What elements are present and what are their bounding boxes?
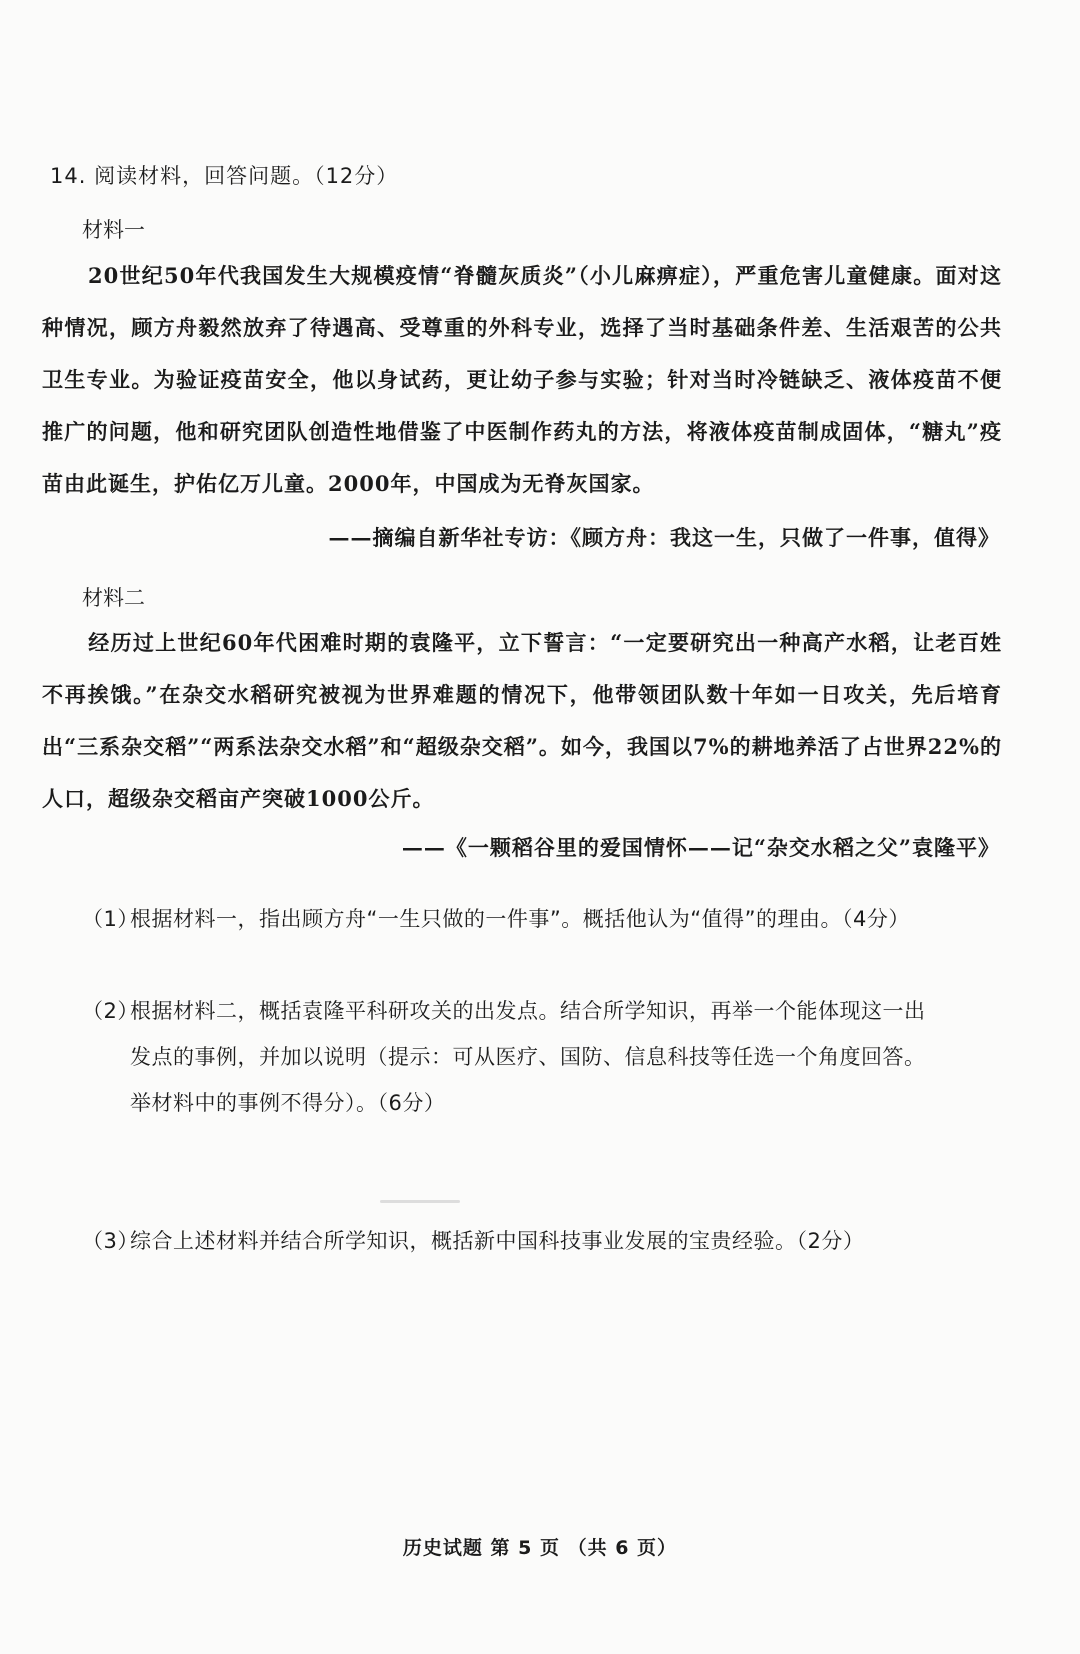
material-two-source: ——《一颗稻谷里的爱国情怀——记“杂交水稻之父”袁隆平》 <box>401 835 1000 860</box>
material-one-source: ——摘编自新华社专访：《顾方舟：我这一生，只做了一件事，值得》 <box>328 525 1000 550</box>
question-3-text: 综合上述材料并结合所学知识，概括新中国科技事业发展的宝贵经验。（2分） <box>130 1229 865 1253</box>
question-2-number: （2） <box>82 999 139 1023</box>
question-3-number: （3） <box>82 1229 139 1253</box>
question-1-number: （1） <box>82 907 139 931</box>
material-two-body: 经历过上世纪60年代困难时期的袁隆平，立下誓言：“一定要研究出一种高产水稻，让老百姓不再挨饿。”在杂交水稻研究被视为世界难题的情况下，他带领团队数十年如一日攻关，先后培育出“三系杂交稻”“两系法杂交水稻”和“超级杂交稻”。如今，我国以7%的耕地养活了占世界22%的人口，超级杂交稻亩产突破1000公斤。 <box>42 630 1002 811</box>
material-one-label: 材料一 <box>82 218 145 242</box>
question-2 <box>82 988 982 1126</box>
material-two-label: 材料二 <box>82 586 145 610</box>
page-footer: 历史试题 第 5 页 （共 6 页） <box>402 1537 678 1559</box>
material-two-text <box>42 617 1002 825</box>
question-3 <box>82 1218 982 1264</box>
scan-smudge <box>380 1200 460 1203</box>
question-2-line-3: 举材料中的事例不得分）。（6分） <box>130 1091 446 1115</box>
material-one-text <box>42 250 1002 510</box>
question-1-text: 根据材料一，指出顾方舟“一生只做的一件事”。概括他认为“值得”的理由。（4分） <box>130 907 910 931</box>
question-2-line-2: 发点的事例，并加以说明（提示：可从医疗、国防、信息科技等任选一个角度回答。 <box>130 1045 926 1069</box>
material-one-body: 20世纪50年代我国发生大规模疫情“脊髓灰质炎”（小儿麻痹症），严重危害儿童健康。面对这种情况，顾方舟毅然放弃了待遇高、受尊重的外科专业，选择了当时基础条件差、生活艰苦的公共卫生专业。为验证疫苗安全，他以身试药，更让幼子参与实验；针对当时冷链缺乏、液体疫苗不便推广的问题，他和研究团队创造性地借鉴了中医制作药丸的方法，将液体疫苗制成固体，“糖丸”疫苗由此诞生，护佑亿万儿童。2000年，中国成为无脊灰国家。 <box>42 263 1002 496</box>
question-1 <box>82 896 982 942</box>
question-2-line-1: 根据材料二，概括袁隆平科研攻关的出发点。结合所学知识，再举一个能体现这一出 <box>130 999 926 1023</box>
question-title: 14. 阅读材料，回答问题。（12分） <box>50 164 399 188</box>
